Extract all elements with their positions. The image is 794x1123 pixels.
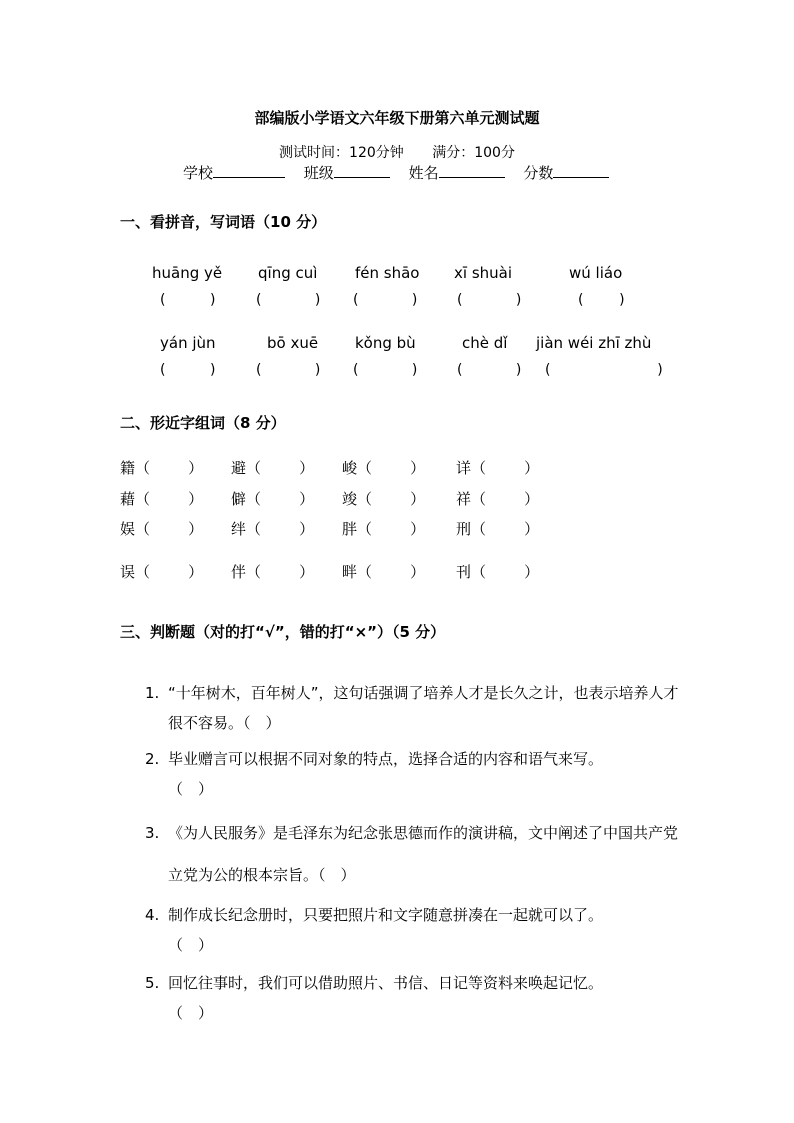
question-text: 回忆往事时，我们可以借助照片、书信、日记等资料来唤起记忆。 [168, 974, 604, 992]
char-item: 峻（ ） [342, 459, 426, 477]
answer-paren[interactable]: （ ） [168, 1004, 214, 1022]
char-item: 误（ ） [120, 563, 204, 581]
answer-paren[interactable]: ( ) [353, 362, 418, 378]
section1-heading: 一、看拼音，写词语（10 分） [120, 213, 327, 231]
question-number: 3. [145, 824, 160, 842]
pinyin: kǒng bù [355, 334, 416, 352]
answer-paren[interactable]: ( ) [256, 292, 321, 308]
section2-heading: 二、形近字组词（8 分） [120, 414, 286, 432]
name-label: 姓名 [408, 164, 439, 182]
answer-paren[interactable]: ( ) [457, 362, 522, 378]
question-number: 2. [145, 750, 160, 768]
school-label: 学校 [183, 164, 214, 182]
char-item: 祥（ ） [456, 490, 540, 508]
char-item: 刊（ ） [456, 563, 540, 581]
char-item: 藉（ ） [120, 490, 204, 508]
pinyin: wú liáo [569, 264, 623, 282]
full-score: 满分：100分 [432, 145, 515, 161]
char-item: 伴（ ） [231, 563, 315, 581]
pinyin: chè dǐ [462, 334, 508, 352]
answer-paren[interactable]: ( ) [578, 292, 625, 308]
answer-paren[interactable]: （ ） [168, 936, 214, 954]
pinyin: xī shuài [454, 264, 513, 282]
char-item: 避（ ） [231, 459, 315, 477]
pinyin: jiàn wéi zhī zhù [536, 334, 652, 352]
score-blank[interactable] [553, 163, 609, 178]
page-title: 部编版小学语文六年级下册第六单元测试题 [254, 109, 540, 127]
answer-paren[interactable]: ( ) [160, 362, 216, 378]
score-label: 分数 [523, 164, 554, 182]
section3-heading: 三、判断题（对的打“√”，错的打“×”）（5 分） [120, 623, 446, 641]
pinyin: bō xuē [267, 334, 319, 352]
school-blank[interactable] [213, 163, 285, 178]
question-number: 4. [145, 906, 160, 924]
question-item [145, 968, 685, 1028]
answer-paren[interactable]: ( ) [353, 292, 418, 308]
question-number: 5. [145, 974, 160, 992]
exam-meta [0, 142, 794, 162]
question-text: 毕业赠言可以根据不同对象的特点，选择合适的内容和语气来写。 [168, 750, 604, 768]
student-info [183, 162, 609, 183]
pinyin: huāng yě [152, 264, 223, 282]
name-blank[interactable] [439, 163, 505, 178]
question-item [145, 812, 685, 882]
question-text: “十年树木，百年树人”，这句话强调了培养人才是长久之计，也表示培养人才很不容易。（ ） [168, 684, 679, 732]
pinyin: yán jùn [160, 334, 216, 352]
pinyin: qīng cuì [258, 264, 318, 282]
answer-paren[interactable]: ( ) [545, 362, 663, 378]
question-text: 制作成长纪念册时，只要把照片和文字随意拼凑在一起就可以了。 [168, 906, 604, 924]
answer-paren[interactable]: ( ) [160, 292, 216, 308]
pinyin: fén shāo [355, 264, 420, 282]
class-blank[interactable] [334, 163, 390, 178]
char-item: 刑（ ） [456, 520, 540, 538]
char-item: 竣（ ） [342, 490, 426, 508]
question-number: 1. [145, 684, 160, 702]
answer-paren[interactable]: （ ） [168, 780, 214, 798]
test-time: 测试时间：120分钟 [279, 145, 404, 161]
char-item: 胖（ ） [342, 520, 426, 538]
question-text: 《为人民服务》是毛泽东为纪念张思德而作的演讲稿，文中阐述了中国共产党立党为公的根本宗旨。（ ） [168, 824, 679, 884]
char-item: 僻（ ） [231, 490, 315, 508]
char-item: 绊（ ） [231, 520, 315, 538]
answer-paren[interactable]: ( ) [457, 292, 522, 308]
question-item [145, 678, 685, 738]
char-item: 畔（ ） [342, 563, 426, 581]
question-item [145, 900, 685, 960]
answer-paren[interactable]: ( ) [256, 362, 321, 378]
char-item: 娱（ ） [120, 520, 204, 538]
char-item: 详（ ） [456, 459, 540, 477]
class-label: 班级 [303, 164, 334, 182]
question-item [145, 744, 685, 804]
char-item: 籍（ ） [120, 459, 204, 477]
